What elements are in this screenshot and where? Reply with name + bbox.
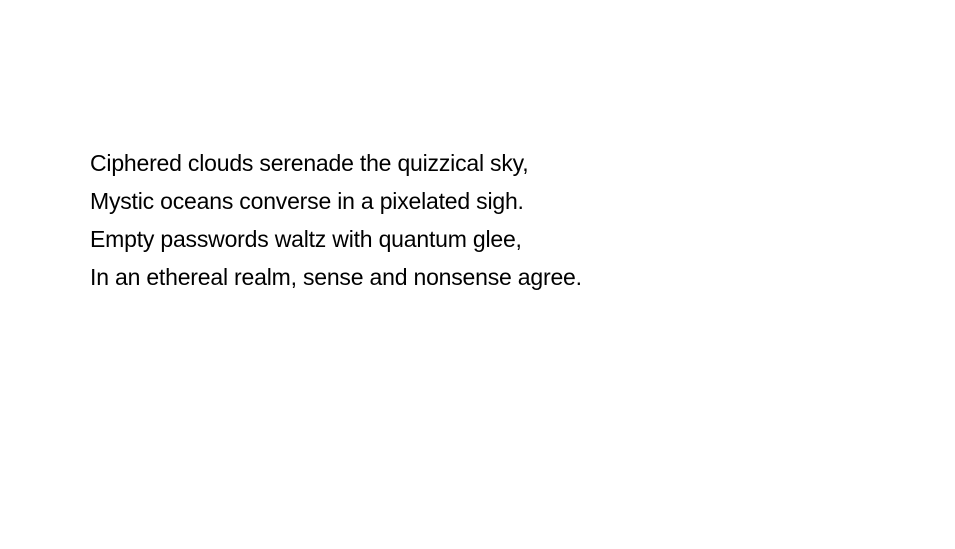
poem-text-block bbox=[90, 144, 582, 296]
poem-line-1: Ciphered clouds serenade the quizzical sky, bbox=[90, 150, 529, 176]
poem-line-4: In an ethereal realm, sense and nonsense agree. bbox=[90, 264, 582, 290]
poem-line-2: Mystic oceans converse in a pixelated sigh. bbox=[90, 188, 524, 214]
poem-line-3: Empty passwords waltz with quantum glee, bbox=[90, 226, 522, 252]
